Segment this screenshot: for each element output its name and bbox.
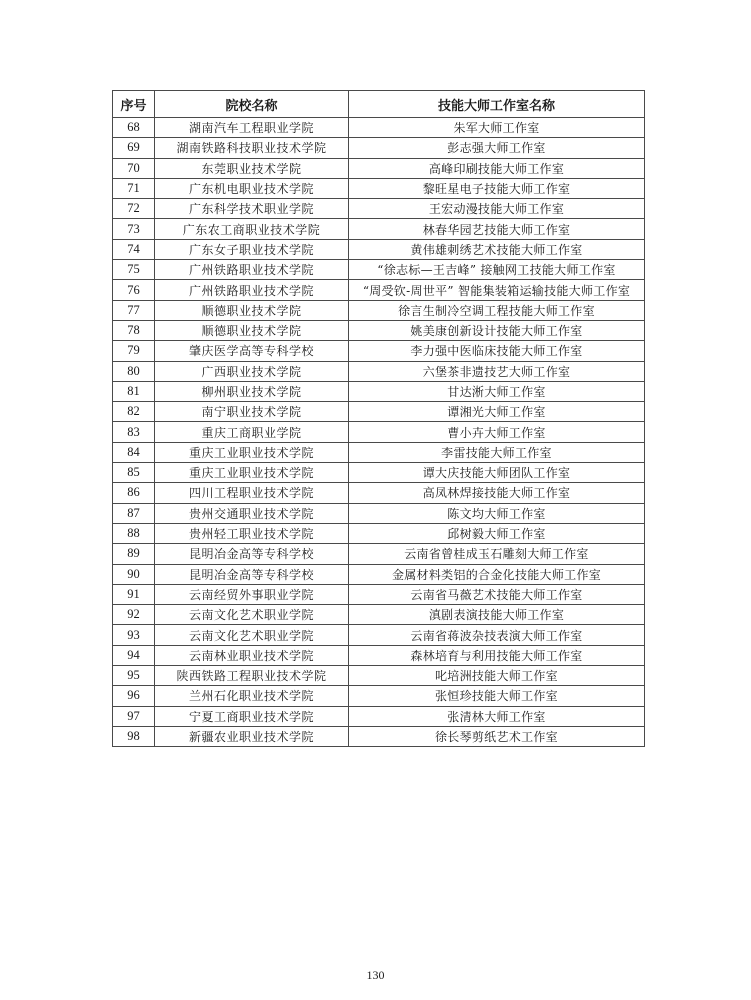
table-row bbox=[113, 686, 645, 706]
cell-serial-number: 73 bbox=[113, 219, 155, 239]
cell-serial-number: 83 bbox=[113, 422, 155, 442]
cell-school-name: 湖南汽车工程职业学院 bbox=[155, 118, 349, 138]
cell-studio-name: 姚美康创新设计技能大师工作室 bbox=[349, 320, 645, 340]
cell-studio-name: 张清林大师工作室 bbox=[349, 706, 645, 726]
cell-studio-name: 云南省曾桂成玉石雕刻大师工作室 bbox=[349, 544, 645, 564]
cell-studio-name: 谭湘光大师工作室 bbox=[349, 402, 645, 422]
table-header-row bbox=[113, 91, 645, 118]
cell-studio-name: 张恒珍技能大师工作室 bbox=[349, 686, 645, 706]
cell-school-name: 新疆农业职业技术学院 bbox=[155, 726, 349, 746]
cell-studio-name: 邱树毅大师工作室 bbox=[349, 523, 645, 543]
cell-studio-name: 高峰印刷技能大师工作室 bbox=[349, 158, 645, 178]
cell-serial-number: 79 bbox=[113, 341, 155, 361]
cell-serial-number: 90 bbox=[113, 564, 155, 584]
cell-school-name: 云南林业职业技术学院 bbox=[155, 645, 349, 665]
table-row bbox=[113, 503, 645, 523]
cell-studio-name: 李力强中医临床技能大师工作室 bbox=[349, 341, 645, 361]
table-row bbox=[113, 138, 645, 158]
cell-studio-name: 六堡茶非遗技艺大师工作室 bbox=[349, 361, 645, 381]
cell-serial-number: 86 bbox=[113, 483, 155, 503]
table-row bbox=[113, 584, 645, 604]
cell-school-name: 兰州石化职业技术学院 bbox=[155, 686, 349, 706]
cell-serial-number: 94 bbox=[113, 645, 155, 665]
cell-serial-number: 82 bbox=[113, 402, 155, 422]
cell-serial-number: 72 bbox=[113, 199, 155, 219]
table-row bbox=[113, 280, 645, 300]
table-row bbox=[113, 605, 645, 625]
cell-studio-name: 王宏动漫技能大师工作室 bbox=[349, 199, 645, 219]
table-row bbox=[113, 422, 645, 442]
table-row bbox=[113, 726, 645, 746]
header-serial-number: 序号 bbox=[113, 91, 155, 118]
cell-school-name: 广东科学技术职业学院 bbox=[155, 199, 349, 219]
table-row bbox=[113, 361, 645, 381]
table-row bbox=[113, 463, 645, 483]
table-row bbox=[113, 523, 645, 543]
cell-serial-number: 92 bbox=[113, 605, 155, 625]
cell-serial-number: 74 bbox=[113, 239, 155, 259]
cell-school-name: 云南经贸外事职业学院 bbox=[155, 584, 349, 604]
cell-school-name: 湖南铁路科技职业技术学院 bbox=[155, 138, 349, 158]
table-row bbox=[113, 483, 645, 503]
cell-studio-name: 高凤林焊接技能大师工作室 bbox=[349, 483, 645, 503]
cell-studio-name: 林春华园艺技能大师工作室 bbox=[349, 219, 645, 239]
cell-serial-number: 76 bbox=[113, 280, 155, 300]
cell-serial-number: 80 bbox=[113, 361, 155, 381]
cell-serial-number: 78 bbox=[113, 320, 155, 340]
cell-studio-name: 谭大庆技能大师团队工作室 bbox=[349, 463, 645, 483]
page-number: 130 bbox=[366, 968, 385, 982]
cell-serial-number: 81 bbox=[113, 381, 155, 401]
cell-school-name: 广东机电职业技术学院 bbox=[155, 178, 349, 198]
cell-school-name: 云南文化艺术职业学院 bbox=[155, 605, 349, 625]
cell-school-name: 广东农工商职业技术学院 bbox=[155, 219, 349, 239]
cell-serial-number: 97 bbox=[113, 706, 155, 726]
table-row bbox=[113, 564, 645, 584]
cell-serial-number: 98 bbox=[113, 726, 155, 746]
cell-school-name: 四川工程职业技术学院 bbox=[155, 483, 349, 503]
cell-serial-number: 71 bbox=[113, 178, 155, 198]
cell-serial-number: 75 bbox=[113, 260, 155, 280]
table-row bbox=[113, 219, 645, 239]
cell-studio-name: 彭志强大师工作室 bbox=[349, 138, 645, 158]
cell-school-name: 广西职业技术学院 bbox=[155, 361, 349, 381]
table-row bbox=[113, 442, 645, 462]
cell-serial-number: 69 bbox=[113, 138, 155, 158]
cell-studio-name: 叱培洲技能大师工作室 bbox=[349, 666, 645, 686]
cell-school-name: 顺德职业技术学院 bbox=[155, 300, 349, 320]
table-row bbox=[113, 158, 645, 178]
cell-serial-number: 96 bbox=[113, 686, 155, 706]
table-row bbox=[113, 260, 645, 280]
cell-studio-name: “周受钦-周世平” 智能集装箱运输技能大师工作室 bbox=[349, 280, 645, 300]
cell-studio-name: 曹小卉大师工作室 bbox=[349, 422, 645, 442]
table-row bbox=[113, 544, 645, 564]
table-row bbox=[113, 300, 645, 320]
cell-studio-name: 徐长琴剪纸艺术工作室 bbox=[349, 726, 645, 746]
table-row bbox=[113, 625, 645, 645]
cell-studio-name: 黎旺星电子技能大师工作室 bbox=[349, 178, 645, 198]
cell-serial-number: 95 bbox=[113, 666, 155, 686]
table-row bbox=[113, 381, 645, 401]
cell-school-name: 贵州轻工职业技术学院 bbox=[155, 523, 349, 543]
cell-studio-name: “徐志标—王吉峰” 接触网工技能大师工作室 bbox=[349, 260, 645, 280]
cell-school-name: 广州铁路职业技术学院 bbox=[155, 260, 349, 280]
cell-studio-name: 森林培育与利用技能大师工作室 bbox=[349, 645, 645, 665]
table-row bbox=[113, 666, 645, 686]
cell-school-name: 广州铁路职业技术学院 bbox=[155, 280, 349, 300]
cell-serial-number: 70 bbox=[113, 158, 155, 178]
studio-list-table bbox=[112, 90, 645, 747]
cell-school-name: 肇庆医学高等专科学校 bbox=[155, 341, 349, 361]
header-school-name: 院校名称 bbox=[155, 91, 349, 118]
table-row bbox=[113, 402, 645, 422]
cell-school-name: 陕西铁路工程职业技术学院 bbox=[155, 666, 349, 686]
cell-studio-name: 金属材料类铝的合金化技能大师工作室 bbox=[349, 564, 645, 584]
cell-serial-number: 77 bbox=[113, 300, 155, 320]
cell-studio-name: 甘达淅大师工作室 bbox=[349, 381, 645, 401]
cell-serial-number: 85 bbox=[113, 463, 155, 483]
cell-studio-name: 陈文均大师工作室 bbox=[349, 503, 645, 523]
cell-serial-number: 93 bbox=[113, 625, 155, 645]
cell-school-name: 昆明冶金高等专科学校 bbox=[155, 544, 349, 564]
cell-school-name: 昆明冶金高等专科学校 bbox=[155, 564, 349, 584]
cell-school-name: 东莞职业技术学院 bbox=[155, 158, 349, 178]
table-row bbox=[113, 706, 645, 726]
cell-serial-number: 89 bbox=[113, 544, 155, 564]
table-row bbox=[113, 320, 645, 340]
cell-school-name: 广东女子职业技术学院 bbox=[155, 239, 349, 259]
cell-school-name: 柳州职业技术学院 bbox=[155, 381, 349, 401]
cell-serial-number: 87 bbox=[113, 503, 155, 523]
cell-school-name: 云南文化艺术职业学院 bbox=[155, 625, 349, 645]
cell-school-name: 南宁职业技术学院 bbox=[155, 402, 349, 422]
table-row bbox=[113, 645, 645, 665]
cell-school-name: 重庆工业职业技术学院 bbox=[155, 442, 349, 462]
cell-studio-name: 朱军大师工作室 bbox=[349, 118, 645, 138]
cell-studio-name: 黄伟雄刺绣艺术技能大师工作室 bbox=[349, 239, 645, 259]
cell-studio-name: 云南省蒋波杂技表演大师工作室 bbox=[349, 625, 645, 645]
cell-serial-number: 84 bbox=[113, 442, 155, 462]
table-row bbox=[113, 239, 645, 259]
header-studio-name: 技能大师工作室名称 bbox=[349, 91, 645, 118]
cell-studio-name: 徐言生制冷空调工程技能大师工作室 bbox=[349, 300, 645, 320]
cell-school-name: 重庆工业职业技术学院 bbox=[155, 463, 349, 483]
cell-serial-number: 91 bbox=[113, 584, 155, 604]
cell-serial-number: 88 bbox=[113, 523, 155, 543]
cell-studio-name: 李雷技能大师工作室 bbox=[349, 442, 645, 462]
cell-school-name: 宁夏工商职业技术学院 bbox=[155, 706, 349, 726]
table-body bbox=[113, 118, 645, 747]
table-row bbox=[113, 178, 645, 198]
cell-studio-name: 滇剧表演技能大师工作室 bbox=[349, 605, 645, 625]
cell-school-name: 顺德职业技术学院 bbox=[155, 320, 349, 340]
cell-school-name: 重庆工商职业学院 bbox=[155, 422, 349, 442]
cell-studio-name: 云南省马薇艺术技能大师工作室 bbox=[349, 584, 645, 604]
table-row bbox=[113, 199, 645, 219]
table-row bbox=[113, 341, 645, 361]
cell-serial-number: 68 bbox=[113, 118, 155, 138]
table-row bbox=[113, 118, 645, 138]
cell-school-name: 贵州交通职业技术学院 bbox=[155, 503, 349, 523]
